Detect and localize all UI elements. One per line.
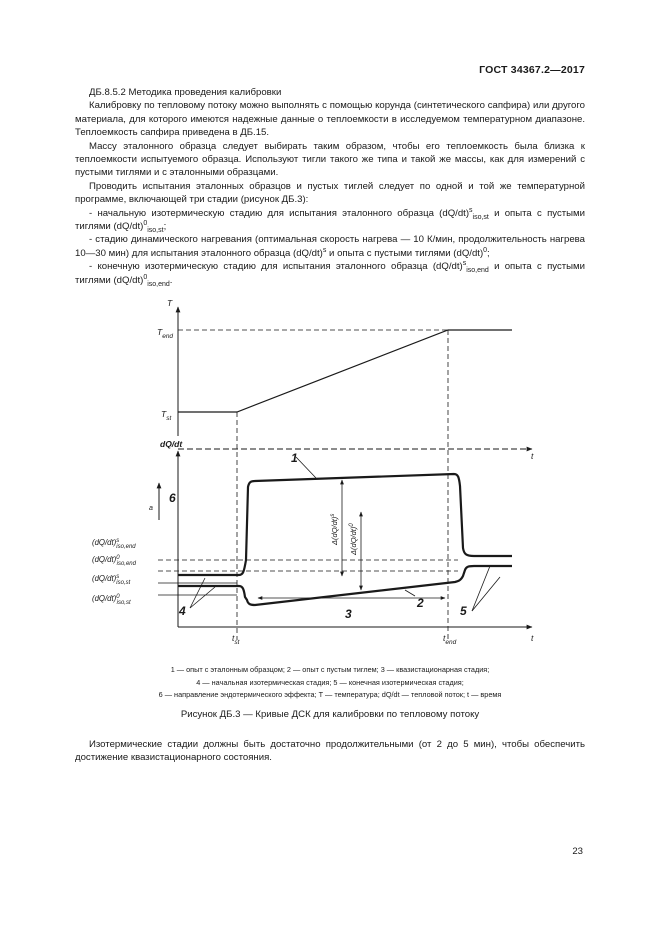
- page-number: 23: [572, 846, 583, 857]
- label-T-end: $T_{end}$: [157, 327, 174, 340]
- figure-legend: [75, 664, 585, 702]
- label-curve-5: 5: [460, 604, 467, 618]
- bottom-paragraph: Изотермические стадии должны быть достаточно продолжительными (от 2 до 5 мин), чтобы обеспечить достижение квазистационарного состояния.: [75, 739, 585, 764]
- paragraph-1: Калибровку по тепловому потоку можно выполнять с помощью корунда (синтетического сапфира) или другого материала, для которого имеются надежные данные о теплоемкости в исследуемом температурном диапазоне. Теплоемкость сапфира приведена в ДБ.15.: [75, 100, 585, 139]
- label-endothermic-a: а: [149, 505, 153, 512]
- figure-caption: Рисунок ДБ.3 — Кривые ДСК для калибровки по тепловому потоку: [180, 709, 480, 720]
- body-text: [75, 86, 585, 287]
- label-delta-sample: $\Delta(dQ/dt)^s$: [330, 513, 339, 545]
- legend-line-1: 1 — опыт с эталонным образцом; 2 — опыт с пустым тиглем; 3 — квазистационарная стадия;: [170, 665, 490, 674]
- label-t-bottom: t: [531, 633, 534, 643]
- label-curve-4: 4: [179, 604, 186, 618]
- label-dqdt-0-iso-end: $(dQ/dt)^0$ iso,end: [92, 555, 136, 567]
- list-item-1: - начальную изотермическую стадию для испытания эталонного образца $(dQ/dt)^s_{iso,st}$ и опыта с пустыми тиглями $(dQ/dt)^0_{iso,st}$;: [75, 206, 585, 234]
- label-delta-empty: $\Delta(dQ/dt)^0$: [349, 523, 358, 555]
- label-dqdt-axis: dQ/dt: [160, 439, 183, 449]
- label-curve-2: 2: [417, 596, 424, 610]
- label-curve-3: 3: [345, 607, 352, 621]
- section-title: ДБ.8.5.2 Методика проведения калибровки: [89, 87, 282, 98]
- label-axis-T: T: [167, 298, 173, 308]
- temperature-program: [178, 330, 512, 412]
- label-curve-6: 6: [169, 491, 176, 505]
- bottom-text: [75, 738, 585, 765]
- label-T-st: $T_{st}$: [161, 409, 172, 422]
- label-t-st: $t_{st}$: [232, 633, 240, 646]
- legend-line-2: 4 — начальная изотермическая стадия; 5 — конечная изотермическая стадия;: [196, 677, 464, 687]
- label-curve-1: 1: [291, 451, 298, 465]
- list-item-3: - конечную изотермическую стадию для испытания эталонного образца $(dQ/dt)^s_{iso,end}$ и опыта с пустыми тиглями $(dQ/dt)^0_{iso,end}$.: [75, 260, 585, 288]
- legend-line-3: 6 — направление эндотермического эффекта; T — температура; dQ/dt — тепловой поток; t — время: [158, 690, 502, 699]
- label-dqdt-s-iso-st: $(dQ/dt)^s$ iso,st: [92, 574, 131, 586]
- list-item-2: - стадию динамического нагревания (оптимальная скорость нагрева — 10 К/мин, продолжительность нагрева 10—30 мин) для испытания эталонного образца $(dQ/dt)^s$ и опыта с пустыми тиглями $(dQ/dt)^0$;: [75, 234, 585, 259]
- label-t-end: $t_{end}$: [443, 633, 457, 646]
- label-dqdt-0-iso-st: $(dQ/dt)^0$ iso,st: [92, 594, 131, 606]
- document-header: ГОСТ 34367.2—2017: [479, 64, 585, 76]
- label-dqdt-s-iso-end: $(dQ/dt)^s$ iso,end: [92, 538, 136, 550]
- dsc-figure: [80, 296, 540, 656]
- paragraph-3: Проводить испытания эталонных образцов и пустых тиглей следует по одной и той же температурной программе, включающей три стадии (рисунок ДБ.3):: [75, 180, 585, 206]
- curve-empty: [178, 566, 512, 605]
- paragraph-2: Массу эталонного образца следует выбирать таким образом, чтобы его теплоемкость была близка к теплоемкости испытуемого образца. Используют тигли такого же типа и такой же массы, как для измерений с пустыми тиглями и с эталонными образцами.: [75, 140, 585, 179]
- label-t-top: t: [531, 451, 534, 461]
